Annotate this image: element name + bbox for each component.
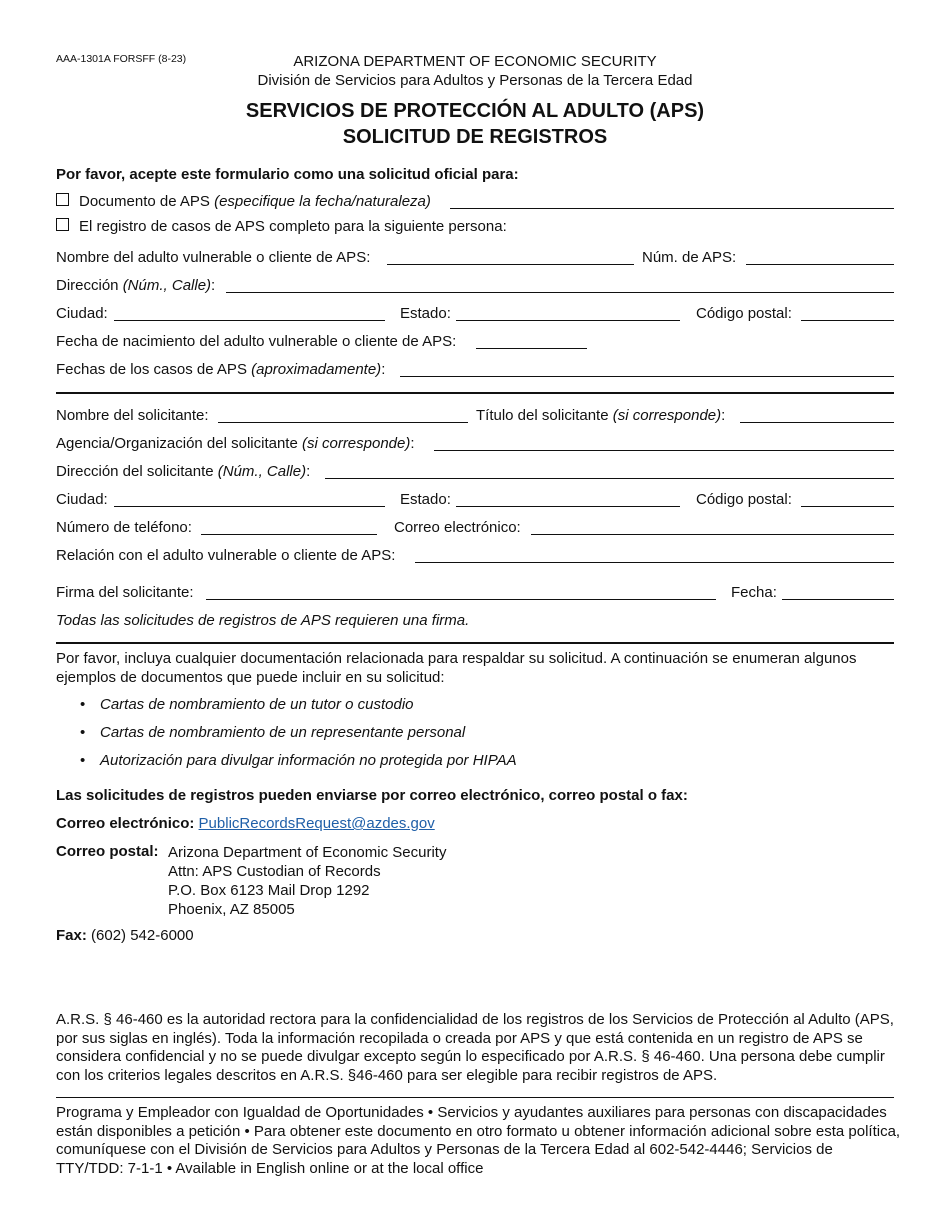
client-zip-label: Código postal: [696, 305, 792, 322]
submission-email-link[interactable]: PublicRecordsRequest@azdes.gov [198, 815, 435, 832]
checkbox-aps-document[interactable] [56, 193, 69, 206]
client-city-field[interactable] [114, 320, 385, 321]
client-name-field[interactable] [387, 264, 634, 265]
client-dob-label: Fecha de nacimiento del adulto vulnerable o cliente de APS: [56, 333, 457, 350]
client-address-label: Dirección (Núm., Calle): [56, 277, 216, 294]
requester-email-label: Correo electrónico: [394, 519, 521, 536]
aps-document-field[interactable] [450, 208, 894, 209]
mailing-address-line: Attn: APS Custodian of Records [168, 863, 381, 880]
legal-notice: A.R.S. § 46-460 es la autoridad rectora para la confidencialidad de los registros de los Servicios de Protección al Adulto (APS, por sus siglas en inglés). Toda la información recopilada o creada por APS y que está contenida en un registro de APS se considera confidencial y no se puede divulgar excepto según lo especificado por A.R.S. § 46-460. Una persona debe cumplir con los criterios legales descritos en A.R.S. §46-460 para ser elegible para recibir registros de APS. [56, 1011, 894, 1084]
section-divider [56, 642, 894, 644]
mailing-address-line: Phoenix, AZ 85005 [168, 901, 295, 918]
client-address-field[interactable] [226, 292, 894, 293]
requester-city-field[interactable] [114, 506, 385, 507]
requester-email-field[interactable] [531, 534, 894, 535]
requester-name-label: Nombre del solicitante: [56, 407, 209, 424]
requester-agency-field[interactable] [434, 450, 894, 451]
requester-phone-label: Número de teléfono: [56, 519, 192, 536]
mailing-address [168, 843, 446, 919]
request-intro: Por favor, acepte este formulario como una solicitud oficial para: [56, 166, 519, 183]
signature-date-field[interactable] [782, 599, 894, 600]
section-divider [56, 392, 894, 394]
submission-email-label: Correo electrónico: [56, 815, 195, 832]
requester-agency-label: Agencia/Organización del solicitante (si corresponde): [56, 435, 415, 452]
case-dates-label: Fechas de los casos de APS (aproximadamente): [56, 361, 386, 378]
client-city-label: Ciudad: [56, 305, 108, 322]
signature-date-label: Fecha: [731, 584, 777, 601]
client-state-label: Estado: [400, 305, 451, 322]
footer-divider [56, 1097, 894, 1098]
case-dates-field[interactable] [400, 376, 894, 377]
submission-email-row [56, 815, 435, 832]
documentation-list-item: • Autorización para divulgar información no protegida por HIPAA [80, 752, 517, 769]
relationship-label: Relación con el adulto vulnerable o cliente de APS: [56, 547, 396, 564]
checkbox-complete-case-record[interactable] [56, 218, 69, 231]
footer-notice: Programa y Empleador con Igualdad de Oportunidades • Servicios y ayudantes auxiliares para personas con discapacidades están disponibles a petición • Para obtener este documento en otro formato u obtener información adicional sobre esta política, comuníquese con el División de Servicios para Adultos y Personas de la Tercera Edad al 602-542-4446; Servicios de TTY/TDD: 7-1-1 • Available in English online or at the local office [56, 1104, 901, 1177]
form-title-line2: SOLICITUD DE REGISTROS [342, 126, 608, 148]
client-state-field[interactable] [456, 320, 680, 321]
client-name-label: Nombre del adulto vulnerable o cliente de APS: [56, 249, 371, 266]
signature-label: Firma del solicitante: [56, 584, 194, 601]
mailing-address-line: P.O. Box 6123 Mail Drop 1292 [168, 882, 370, 899]
signature-note: Todas las solicitudes de registros de APS requieren una firma. [56, 612, 470, 629]
submission-fax-row [56, 927, 194, 944]
requester-zip-field[interactable] [801, 506, 894, 507]
option-aps-document-label: Documento de APS (especifique la fecha/naturaleza) [79, 193, 431, 210]
documentation-list-item: • Cartas de nombramiento de un representante personal [80, 724, 466, 741]
division-name: División de Servicios para Adultos y Personas de la Tercera Edad [257, 72, 693, 89]
documentation-list-item: • Cartas de nombramiento de un tutor o custodio [80, 696, 414, 713]
requester-zip-label: Código postal: [696, 491, 792, 508]
form-title-line1: SERVICIOS DE PROTECCIÓN AL ADULTO (APS) [245, 100, 705, 122]
signature-field[interactable] [206, 599, 716, 600]
option-complete-case-record-label: El registro de casos de APS completo para la siguiente persona: [79, 218, 507, 235]
mailing-address-line: Arizona Department of Economic Security [168, 844, 447, 861]
client-zip-field[interactable] [801, 320, 894, 321]
aps-number-label: Núm. de APS: [642, 249, 737, 266]
requester-name-field[interactable] [218, 422, 468, 423]
agency-name: ARIZONA DEPARTMENT OF ECONOMIC SECURITY [293, 53, 657, 70]
requester-address-label: Dirección del solicitante (Núm., Calle): [56, 463, 311, 480]
requester-city-label: Ciudad: [56, 491, 108, 508]
client-dob-field[interactable] [476, 348, 587, 349]
requester-phone-field[interactable] [201, 534, 377, 535]
submission-mail-label: Correo postal: [56, 843, 159, 860]
requester-address-field[interactable] [325, 478, 894, 479]
submission-fax-label: Fax: [56, 927, 87, 944]
requester-state-field[interactable] [456, 506, 680, 507]
requester-title-label: Título del solicitante (si corresponde): [476, 407, 726, 424]
documentation-intro: Por favor, incluya cualquier documentación relacionada para respaldar su solicitud. A continuación se enumeran algunos ejemplos de documentos que puede incluir en su solicitud: [56, 650, 857, 686]
form-number: AAA-1301A FORSFF (8-23) [56, 53, 187, 65]
submission-fax-value: (602) 542-6000 [91, 927, 194, 944]
requester-state-label: Estado: [400, 491, 451, 508]
relationship-field[interactable] [415, 562, 894, 563]
requester-title-field[interactable] [740, 422, 894, 423]
submission-heading: Las solicitudes de registros pueden enviarse por correo electrónico, correo postal o fax: [56, 787, 688, 804]
aps-number-field[interactable] [746, 264, 894, 265]
